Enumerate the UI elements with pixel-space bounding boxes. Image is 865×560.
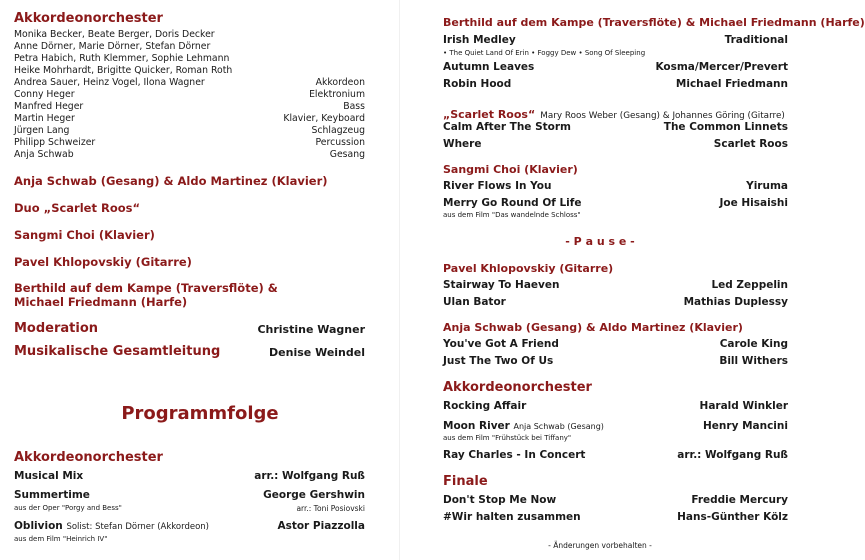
program-item-sub: • The Quiet Land Of Erin • Foggy Dew • Song Of Sleeping [443,49,646,57]
program-item-sub: aus dem Film "Frühstück bei Tiffany" [443,434,572,442]
member-line: Anne Dörner, Marie Dörner, Stefan Dörner [14,41,211,52]
member-line: Monika Becker, Beate Berger, Doris Decker [14,29,215,40]
section-title: „Scarlet Roos“ Mary Roos Weber (Gesang) & Johannes Göring (Gitarre) [443,108,785,121]
act-heading: Michael Friedmann (Harfe) [14,295,188,309]
act-heading: Sangmi Choi (Klavier) [14,228,155,242]
section-title: Sangmi Choi (Klavier) [443,163,578,176]
program-item-sub: aus der Oper "Porgy and Bess" [14,504,122,512]
section-title: Finale [443,474,488,489]
leitung-name: Denise Weindel [269,346,365,359]
section-title: Anja Schwab (Gesang) & Aldo Martinez (Klavier) [443,321,743,334]
moderation-name: Christine Wagner [257,323,365,336]
act-heading: Anja Schwab (Gesang) & Aldo Martinez (Klavier) [14,174,328,188]
program-title: Programmfolge [121,403,279,424]
section-title: Berthild auf dem Kampe (Traversflöte) & Michael Friedmann (Harfe) [443,16,865,29]
member-line: Petra Habich, Ruth Klemmer, Sophie Lehmann [14,53,230,64]
leitung-label: Musikalische Gesamtleitung [14,344,221,359]
orchestra-title: Akkordeonorchester [14,11,163,26]
right-page: Berthild auf dem Kampe (Traversflöte) & Michael Friedmann (Harfe) Irish Medley Traditional • The Quiet Land Of Erin • Foggy Dew • Song Of Sleeping Autumn Leaves Kosma/Mercer/Prevert Robin Hood Michael Friedmann „Scarlet Roos“ Mary Roos Weber (Gesang) & Johannes Göring (Gitarre) Calm After The Storm The Common Linnets Where Scarlet Roos Sangmi Choi (Klavier) River Flows In You Yiruma Merry Go Round Of Life Joe Hisaishi aus dem Film "Das wandelnde Schloss" - P a u s e - Pavel Khlopovskiy (Gitarre) Stairway To Haeven Led Zeppelin Ulan Bator Mathias Duplessy Anja Schwab (Gesang) & Aldo Martinez (Klavier) You've Got A Friend Carole King Just The Two Of Us Bill Withers Akkordeonorchester Rocking Affair Harald Winkler Moon River Anja Schwab (Gesang) Henry Mancini aus dem Film "Frühstück bei Tiffany" Ray Charles - In Concert arr.: Wolfgang Ruß Finale Don't Stop Me Now Freddie Mercury #Wir halten zusammen Hans-Günther Kölz - Änderungen vorbehalten - [400,0,800,560]
footer-note: - Änderungen vorbehalten - [548,541,652,550]
member-line: Heike Mohrhardt, Brigitte Quicker, Roman Roth [14,65,233,76]
program-section-title: Akkordeonorchester [14,450,163,465]
soloist-note: Anja Schwab (Gesang) [513,422,604,431]
program-item-sub: aus dem Film "Heinrich IV" [14,535,108,543]
act-heading: Berthild auf dem Kampe (Traversflöte) & [14,281,278,295]
soloist-note: Solist: Stefan Dörner (Akkordeon) [66,522,209,532]
left-page: Akkordeonorchester Monika Becker, Beate Berger, Doris Decker Anne Dörner, Marie Dörner, Stefan Dörner Petra Habich, Ruth Klemmer, Sophie Lehmann Heike Mohrhardt, Brigitte Quicker, Roman Roth Andrea Sauer, Heinz Vogel, Ilona Wagner Akkordeon Conny Heger Elektronium Manfred Heger Bass Martin Heger Klavier, Keyboard Jürgen Lang Schlagzeug Philipp Schweizer Percussion Anja Schwab Gesang Anja Schwab (Gesang) & Aldo Martinez (Klavier) Duo „Scarlet Roos“ Sangmi Choi (Klavier) Pavel Khlopovskiy (Gitarre) Berthild auf dem Kampe (Traversflöte) & Michael Friedmann (Harfe) Moderation Christine Wagner Musikalische Gesamtleitung Denise Weindel Programmfolge Akkordeonorchester Musical Mix arr.: Wolfgang Ruß Summertime George Gershwin aus der Oper "Porgy and Bess" arr.: Toni Posiovski Oblivion Solist: Stefan Dörner (Akkordeon) Astor Piazzolla aus dem Film "Heinrich IV" [0,0,400,560]
program-item-arranger: arr.: Toni Posiovski [296,504,365,513]
section-title: Pavel Khlopovskiy (Gitarre) [443,262,614,275]
section-title-performers: Mary Roos Weber (Gesang) & Johannes Göring (Gitarre) [540,111,785,121]
moderation-label: Moderation [14,321,99,336]
pause-label: - P a u s e - [565,235,635,248]
act-heading: Pavel Khlopovskiy (Gitarre) [14,255,192,269]
section-title: Akkordeonorchester [443,380,592,395]
act-heading: Duo „Scarlet Roos“ [14,201,141,215]
program-item-sub: aus dem Film "Das wandelnde Schloss" [443,211,581,219]
